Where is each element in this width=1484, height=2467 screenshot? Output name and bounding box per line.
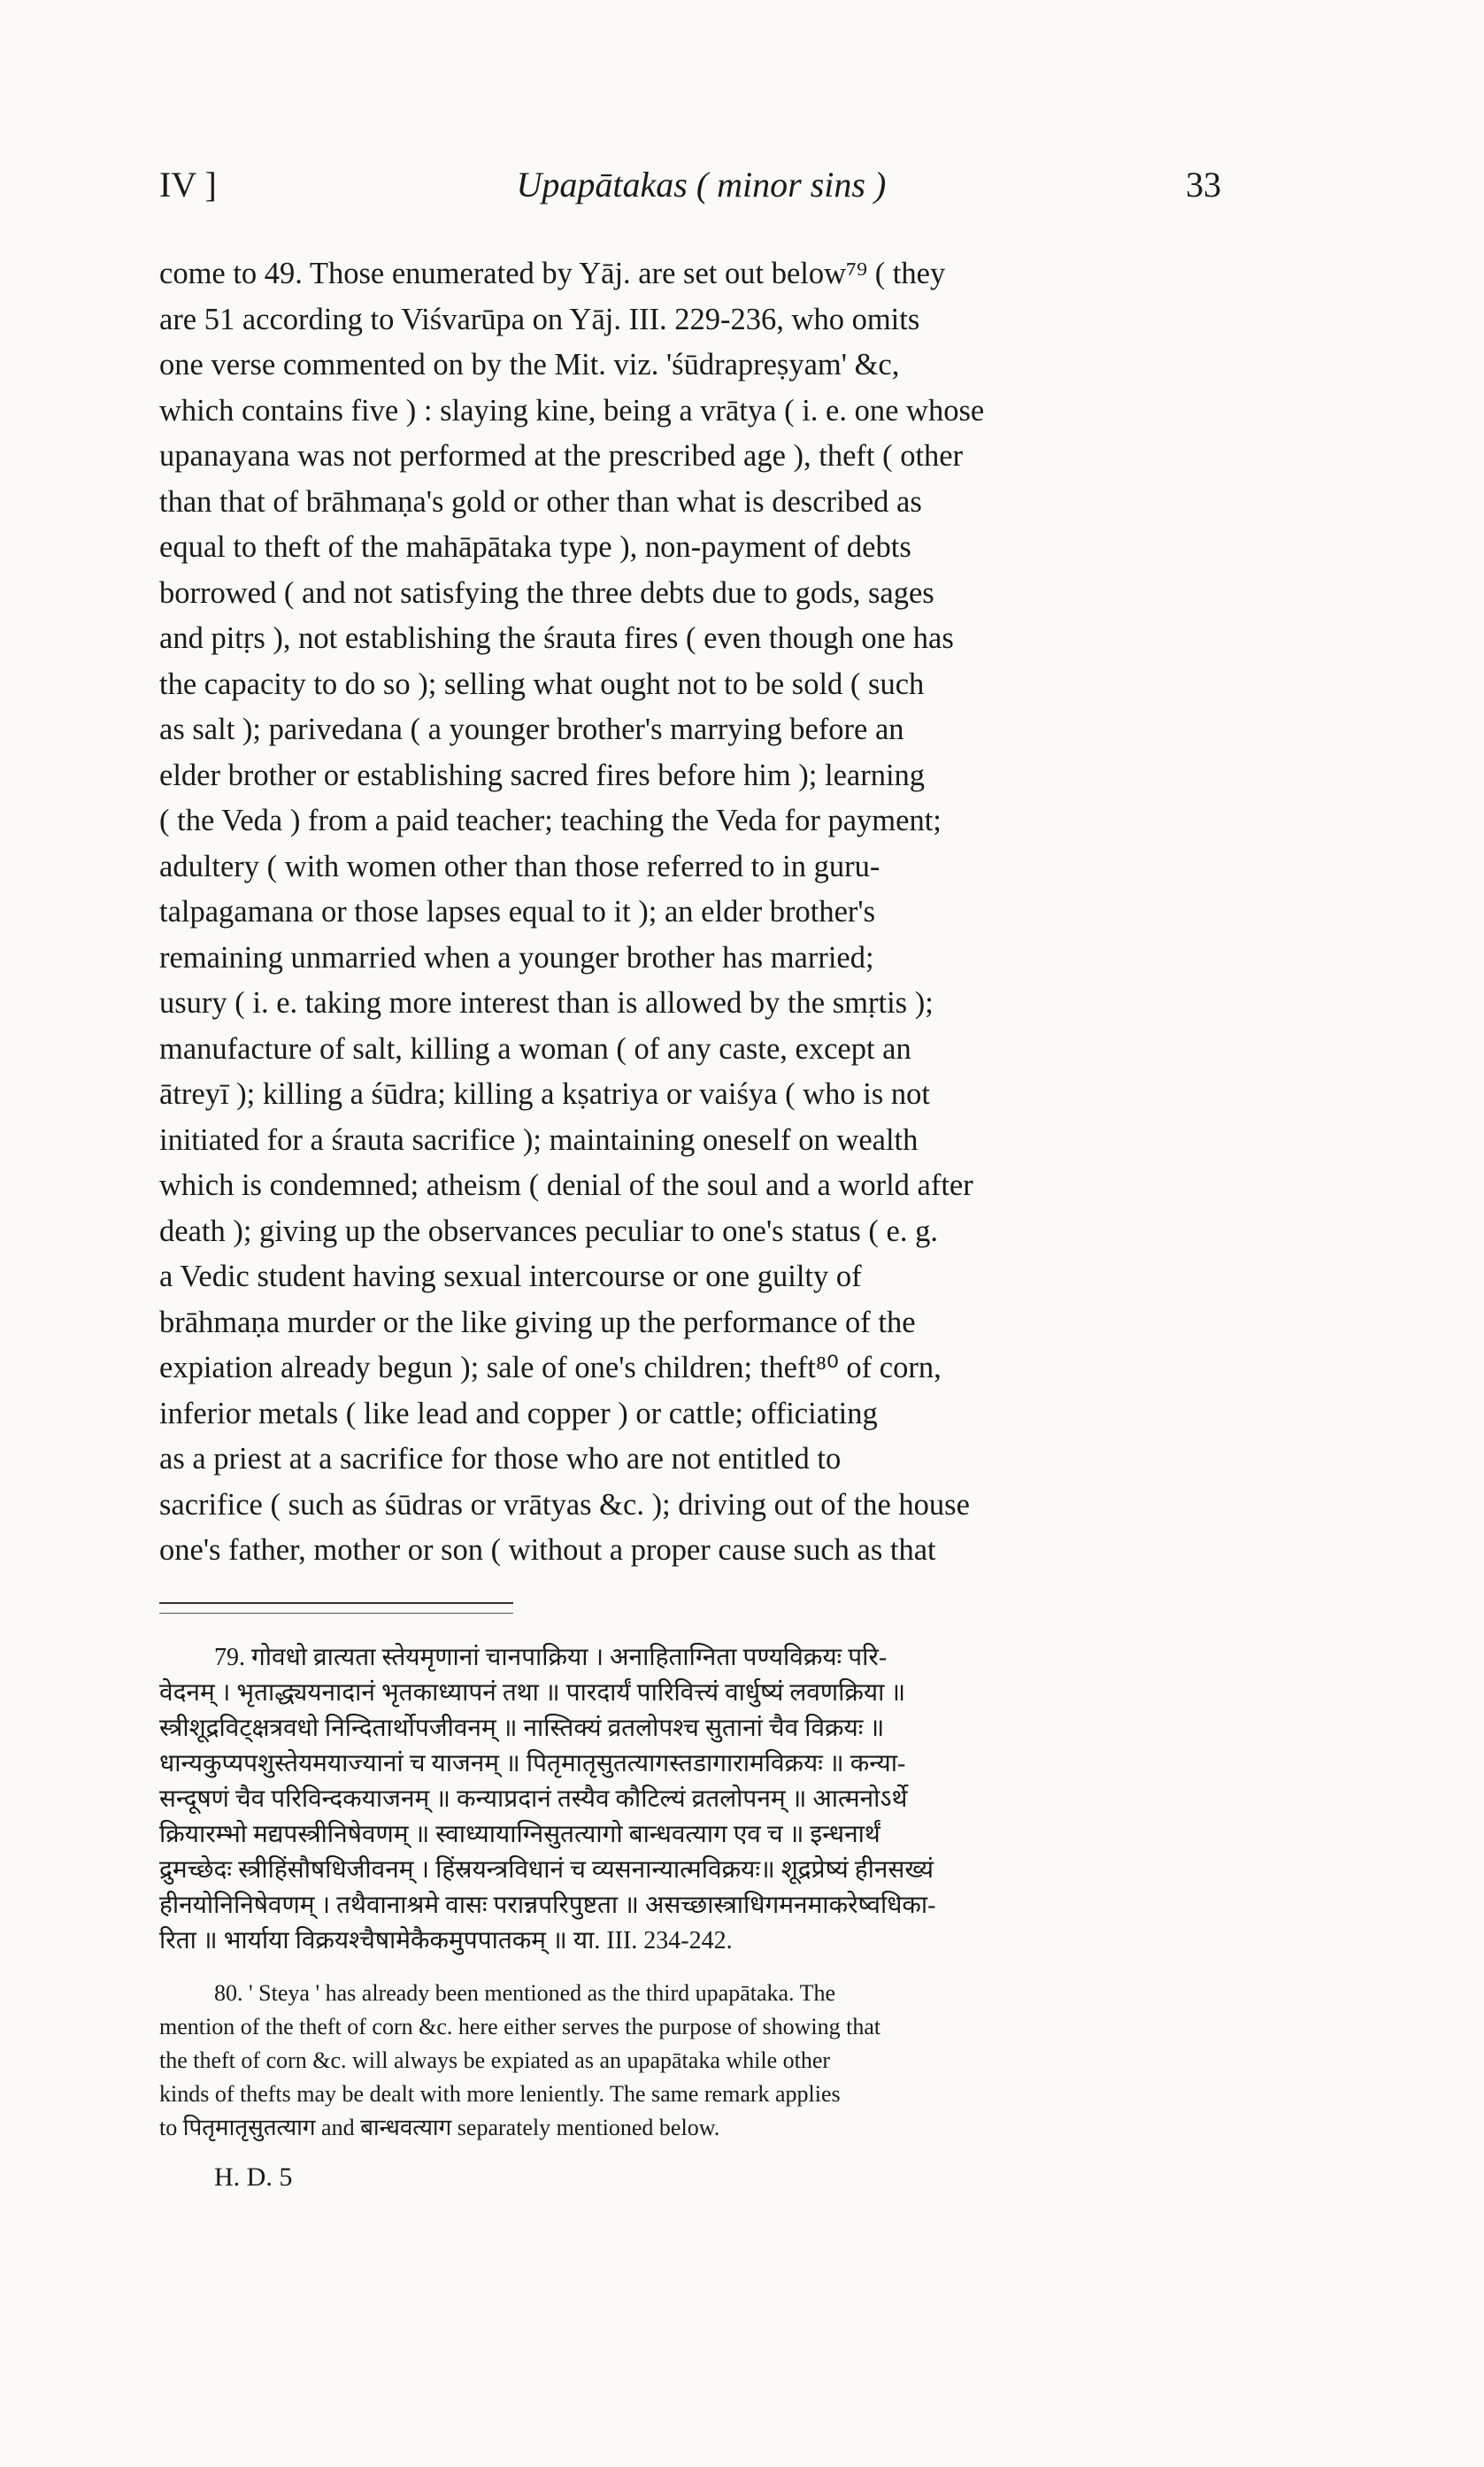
footnote-line: the theft of corn &c. will always be expiated as an upapātaka while other <box>159 2047 831 2073</box>
text-line: are 51 according to Viśvarūpa on Yāj. III. 229-236, who omits <box>159 302 920 336</box>
text-line: borrowed ( and not satisfying the three debts due to gods, sages <box>159 575 934 610</box>
text-line: which is condemned; atheism ( denial of the soul and a world after <box>159 1168 973 1202</box>
text-line: one's father, mother or son ( without a proper cause such as that <box>159 1533 936 1567</box>
text-line: upanayana was not performed at the prescribed age ), theft ( other <box>159 439 964 473</box>
text-line: and pitṛs ), not establishing the śrauta fires ( even though one has <box>159 621 954 655</box>
text-line: usury ( i. e. taking more interest than is allowed by the smṛtis ); <box>159 986 934 1020</box>
text-line: than that of brāhmaṇa's gold or other than what is described as <box>159 484 922 519</box>
footnote-line: रिता ॥ भार्याया विक्रयश्चैषामेकैकमुपपातकम् ॥ या. III. 234-242. <box>159 1926 733 1954</box>
text-line: expiation already begun ); sale of one's children; theft⁸⁰ of corn, <box>159 1351 942 1384</box>
text-line: talpagamana or those lapses equal to it ); an elder brother's <box>159 895 876 929</box>
text-line: manufacture of salt, killing a woman ( of any caste, except an <box>159 1031 911 1066</box>
text-line: a Vedic student having sexual intercourse or one guilty of <box>159 1260 862 1293</box>
text-line: death ); giving up the observances peculiar to one's status ( e. g. <box>159 1214 938 1248</box>
text-line: ( the Veda ) from a paid teacher; teaching the Veda for payment; <box>159 804 942 837</box>
text-line: as salt ); parivedana ( a younger brother's marrying before an <box>159 713 904 746</box>
footnote-line: kinds of thefts may be dealt with more leniently. The same remark applies <box>159 2080 841 2107</box>
text-line: initiated for a śrauta sacrifice ); maintaining oneself on wealth <box>159 1122 919 1157</box>
footnote-separator-underline <box>159 1613 513 1614</box>
text-line: as a priest at a sacrifice for those who are not entitled to <box>159 1442 842 1476</box>
text-line: remaining unmarried when a younger brother has married; <box>159 940 874 975</box>
text-line: ātreyī ); killing a śūdra; killing a kṣatriya or vaiśya ( who is not <box>159 1077 930 1111</box>
footnote-line: mention of the theft of corn &c. here either serves the purpose of showing that <box>159 2013 881 2039</box>
running-header <box>159 164 1221 205</box>
text-line: sacrifice ( such as śūdras or vrātyas &c. ); driving out of the house <box>159 1487 970 1522</box>
text-line: the capacity to do so ); selling what ought not to be sold ( such <box>159 667 925 701</box>
text-line: adultery ( with women other than those referred to in guru- <box>159 849 880 883</box>
signature-mark: H. D. 5 <box>214 2162 293 2192</box>
text-line: which contains five ) : slaying kine, being a vrātya ( i. e. one whose <box>159 393 985 428</box>
running-title: Upapātakas ( minor sins ) <box>516 165 887 204</box>
text-line: one verse commented on by the Mit. viz. 'śūdrapreṣyam' &c, <box>159 348 900 382</box>
footnote-line: 80. ' Steya ' has already been mentioned as the third upapātaka. The <box>214 1979 835 2006</box>
footnote-line: 79. गोवधो व्रात्यता स्तेयमृणानां चानपाक्रिया । अनाहिताग्निता पण्यविक्रयः परि- <box>214 1643 888 1671</box>
footnote-line: हीनयोनिनिषेवणम् । तथैवानाश्रमे वासः परान्नपरिपुष्टता ॥ असच्छास्त्राधिगमनमाकरेष्वधिका- <box>159 1891 936 1919</box>
main-paragraph <box>159 251 1221 1574</box>
footnote-line: क्रियारम्भो मद्यपस्त्रीनिषेवणम् ॥ स्वाध्यायाग्निसुतत्यागो बान्धवत्याग एव च ॥ इन्धनार्थं <box>159 1820 880 1848</box>
footnote-line: धान्यकुप्यपशुस्तेयमयाज्यानां च याजनम् ॥ पितृमातृसुतत्यागस्तडागारामविक्रयः ॥ कन्या- <box>159 1749 906 1777</box>
text-line: brāhmaṇa murder or the like giving up the performance of the <box>159 1305 916 1339</box>
page-number: 33 <box>1186 165 1221 204</box>
chapter-marker: IV ] <box>159 165 217 204</box>
text-line: come to 49. Those enumerated by Yāj. are set out below⁷⁹ ( they <box>159 257 946 290</box>
text-line: equal to theft of the mahāpātaka type ), non-payment of debts <box>159 530 911 564</box>
footnote-line: to पितृमातृसुतत्याग and बान्धवत्याग separately mentioned below. <box>159 2114 720 2140</box>
footnote-line: स्त्रीशूद्रविट्क्षत्रवधो निन्दितार्थोपजीवनम् ॥ नास्तिक्यं व्रतलोपश्च सुतानां चैव विक्रयः ॥ <box>159 1714 885 1742</box>
footnote-separator <box>159 1602 513 1604</box>
text-line: inferior metals ( like lead and copper ) or cattle; officiating <box>159 1396 878 1430</box>
page <box>159 164 1221 2193</box>
footnote-80 <box>159 1977 1221 2145</box>
footnote-line: द्रुमच्छेदः स्त्रीहिंसौषधिजीवनम् । हिंस्रयन्त्रविधानं च व्यसनान्यात्मविक्रयः॥ शूद्रप्रेष्यं हीनसख्यं <box>159 1855 934 1884</box>
text-line: elder brother or establishing sacred fires before him ); learning <box>159 758 926 792</box>
footnote-line: सन्दूषणं चैव परिविन्दकयाजनम् ॥ कन्याप्रदानं तस्यैव कौटिल्यं व्रतलोपनम् ॥ आत्मनोऽर्थे <box>159 1785 908 1813</box>
footnote-line: वेदनम् । भृताद्ध्ययनादानं भृतकाध्यापनं तथा ॥ पारदार्यं पारिवित्त्यं वार्धुष्यं लवणक्रिया ॥ <box>159 1678 906 1707</box>
footnote-79 <box>159 1640 1221 1959</box>
